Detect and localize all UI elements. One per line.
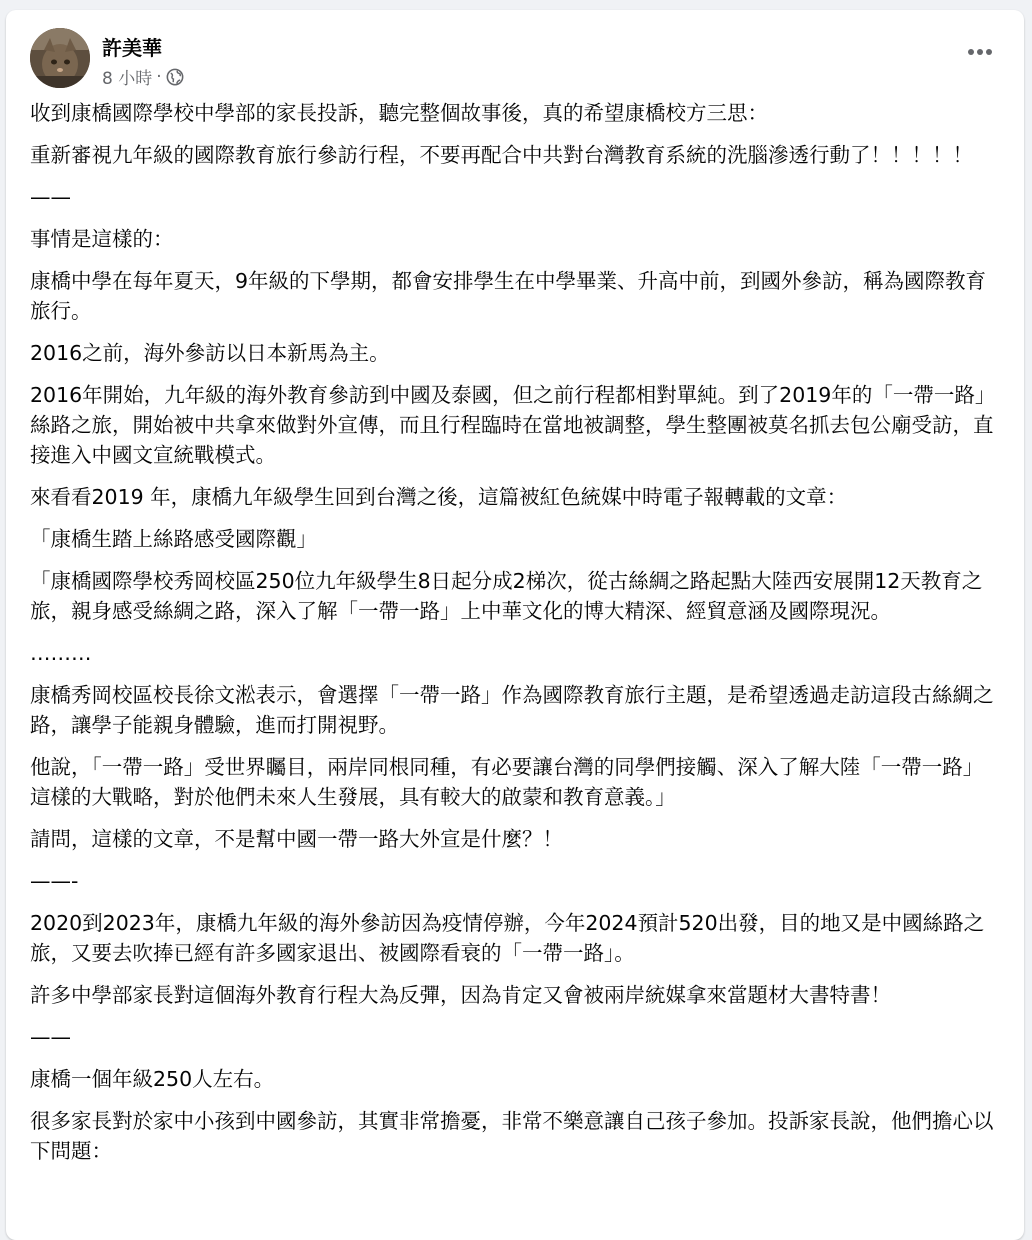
post-paragraph: 收到康橋國際學校中學部的家長投訴，聽完整個故事後，真的希望康橋校方三思： [30, 101, 768, 125]
post-paragraph: 事情是這樣的： [30, 227, 174, 251]
author-name[interactable]: 許美華 [102, 36, 162, 60]
post-paragraph: 請問，這樣的文章，不是幫中國一帶一路大外宣是什麼？！ [30, 827, 563, 851]
post-paragraph: 「康橋生踏上絲路感受國際觀」 [30, 527, 317, 551]
post-paragraph: 康橋秀岡校區校長徐文淞表示，會選擇「一帶一路」作為國際教育旅行主題，是希望透過走訪這段古絲綢之路，讓學子能親身體驗，進而打開視野。 [30, 683, 994, 737]
post-meta [102, 64, 184, 89]
more-options-button[interactable] [960, 34, 1000, 70]
post-paragraph: 「康橋國際學校秀岡校區250位九年級學生8日起分成2梯次，從古絲綢之路起點大陸西安展開12天教育之旅，親身感受絲綢之路，深入了解「一帶一路」上中華文化的博大精深、經貿意涵及國際現況。 [30, 569, 983, 623]
post-paragraph: 很多家長對於家中小孩到中國參訪，其實非常擔憂，非常不樂意讓自己孩子參加。投訴家長說，他們擔心以下問題： [30, 1109, 994, 1163]
post-paragraph: 重新審視九年級的國際教育旅行參訪行程，不要再配合中共對台灣教育系統的洗腦滲透行動了！！！！！ [30, 143, 973, 167]
post-paragraph: 康橋中學在每年夏天，9年級的下學期，都會安排學生在中學畢業、升高中前，到國外參訪，稱為國際教育旅行。 [30, 269, 987, 323]
post-paragraph: —— [30, 185, 71, 209]
post-paragraph: ……… [30, 641, 92, 665]
post-paragraph: 許多中學部家長對這個海外教育行程大為反彈，因為肯定又會被兩岸統媒拿來當題材大書特書！ [30, 983, 891, 1007]
globe-icon[interactable] [166, 68, 184, 86]
post-paragraph: —— [30, 1025, 71, 1049]
post-paragraph: 來看看2019 年，康橋九年級學生回到台灣之後，這篇被紅色統媒中時電子報轉載的文章： [30, 485, 848, 509]
post-time[interactable]: 8 小時 [102, 69, 153, 89]
avatar-image [30, 28, 90, 88]
post-paragraph: 康橋一個年級250人左右。 [30, 1067, 275, 1091]
post-paragraph: ——- [30, 869, 79, 893]
more-horizontal-icon [967, 48, 993, 56]
meta-separator: · [156, 66, 162, 87]
post-body [30, 98, 1002, 1178]
post-card [6, 10, 1024, 1240]
post-paragraph: 他說，「一帶一路」受世界矚目，兩岸同根同種，有必要讓台灣的同學們接觸、深入了解大陸「一帶一路」這樣的大戰略，對於他們未來人生發展，具有較大的啟蒙和教育意義。」 [30, 755, 984, 809]
post-paragraph: 2016年開始，九年級的海外教育參訪到中國及泰國，但之前行程都相對單純。到了2019年的「一帶一路」絲路之旅，開始被中共拿來做對外宣傳，而且行程臨時在當地被調整，學生整團被莫名抓去包公廟受訪，直接進入中國文宣統戰模式。 [30, 383, 996, 467]
post-paragraph: 2016之前，海外參訪以日本新馬為主。 [30, 341, 390, 365]
post-paragraph: 2020到2023年，康橋九年級的海外參訪因為疫情停辦，今年2024預計520出發，目的地又是中國絲路之旅，又要去吹捧已經有許多國家退出、被國際看衰的「一帶一路」。 [30, 911, 985, 965]
post-header [30, 28, 990, 90]
avatar[interactable] [30, 28, 90, 88]
